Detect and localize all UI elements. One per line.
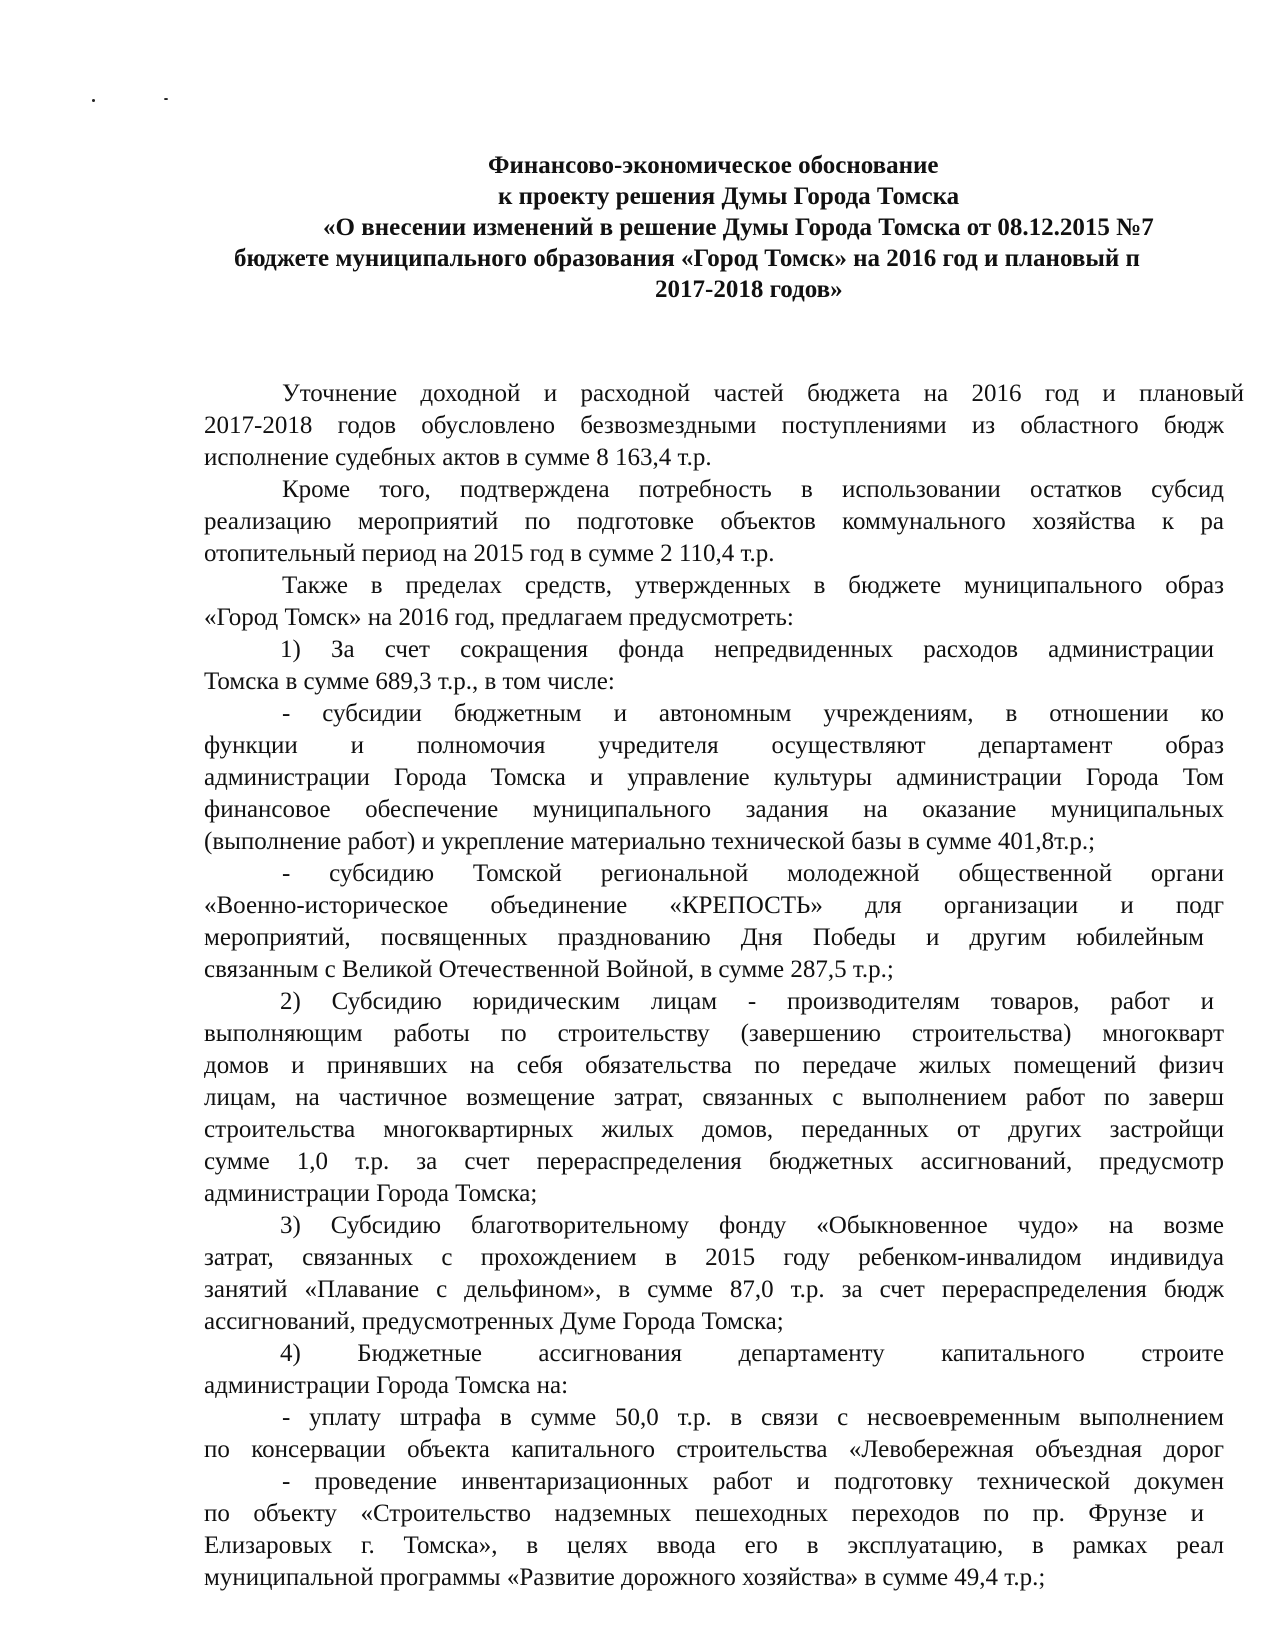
body-line: Уточнение доходной и расходной частей бюджета на 2016 год и плановый xyxy=(282,380,1244,407)
body-line: финансовое обеспечение муниципального задания на оказание муниципальных xyxy=(204,796,1224,823)
body-line: лицам, на частичное возмещение затрат, связанных с выполнением работ по заверш xyxy=(204,1084,1224,1111)
body-line: Кроме того, подтверждена потребность в использовании остатков субсид xyxy=(282,476,1224,503)
body-line: по консервации объекта капитального строительства «Левобережная объездная дорог xyxy=(204,1436,1224,1463)
heading-line: бюджете муниципального образования «Город Томск» на 2016 год и плановый п xyxy=(234,245,1140,272)
body-line: реализацию мероприятий по подготовке объектов коммунального хозяйства к ра xyxy=(204,508,1224,535)
scan-speck xyxy=(92,99,95,102)
body-line: по объекту «Строительство надземных пешеходных переходов по пр. Фрунзе и xyxy=(204,1500,1204,1527)
heading-line: 2017-2018 годов» xyxy=(655,276,843,303)
body-line: администрации Города Томска; xyxy=(204,1180,538,1207)
body-line: муниципальной программы «Развитие дорожного хозяйства» в сумме 49,4 т.р.; xyxy=(204,1564,1046,1591)
body-line: администрации Города Томска на: xyxy=(204,1372,569,1399)
heading-line: «О внесении изменений в решение Думы Города Томска от 08.12.2015 №7 xyxy=(323,214,1154,241)
body-line: ассигнований, предусмотренных Думе Города Томска; xyxy=(204,1308,784,1335)
scan-speck xyxy=(164,98,168,100)
body-line: выполняющим работы по строительству (завершению строительства) многокварт xyxy=(204,1020,1224,1047)
body-line: - субсидии бюджетным и автономным учреждениям, в отношении ко xyxy=(282,700,1224,727)
body-line: «Город Томск» на 2016 год, предлагаем предусмотреть: xyxy=(204,604,794,631)
body-line: 1) За счет сокращения фонда непредвиденных расходов администрации xyxy=(280,636,1214,663)
body-line: - уплату штрафа в сумме 50,0 т.р. в связи с несвоевременным выполнением xyxy=(282,1404,1224,1431)
body-line: строительства многоквартирных жилых домов, переданных от других застройщи xyxy=(204,1116,1224,1143)
body-line: Также в пределах средств, утвержденных в бюджете муниципального образ xyxy=(282,572,1224,599)
body-line: «Военно-историческое объединение «КРЕПОСТЬ» для организации и подг xyxy=(204,892,1224,919)
heading-line: Финансово-экономическое обоснование xyxy=(488,152,939,179)
heading-line: к проекту решения Думы Города Томска xyxy=(498,183,960,210)
body-line: отопительный период на 2015 год в сумме 2 110,4 т.р. xyxy=(204,540,775,567)
body-line: Елизаровых г. Томска», в целях ввода его в эксплуатацию, в рамках реал xyxy=(204,1532,1224,1559)
body-line: связанным с Великой Отечественной Войной, в сумме 287,5 т.р.; xyxy=(204,956,894,983)
body-line: сумме 1,0 т.р. за счет перераспределения бюджетных ассигнований, предусмотр xyxy=(204,1148,1224,1175)
body-line: мероприятий, посвященных празднованию Дня Победы и другим юбилейным xyxy=(204,924,1204,951)
body-line: - субсидию Томской региональной молодежной общественной органи xyxy=(282,860,1224,887)
body-line: 2017-2018 годов обусловлено безвозмездными поступлениями из областного бюдж xyxy=(204,412,1224,439)
body-line: затрат, связанных с прохождением в 2015 году ребенком-инвалидом индивидуа xyxy=(204,1244,1224,1271)
body-line: (выполнение работ) и укрепление материально технической базы в сумме 401,8т.р.; xyxy=(204,828,1096,855)
body-line: 3) Субсидию благотворительному фонду «Обыкновенное чудо» на возме xyxy=(280,1212,1224,1239)
body-line: 2) Субсидию юридическим лицам - производителям товаров, работ и xyxy=(280,988,1214,1015)
body-line: домов и принявших на себя обязательства по передаче жилых помещений физич xyxy=(204,1052,1224,1079)
body-line: администрации Города Томска и управление культуры администрации Города Том xyxy=(204,764,1224,791)
body-line: занятий «Плавание с дельфином», в сумме 87,0 т.р. за счет перераспределения бюдж xyxy=(204,1276,1224,1303)
body-line: функции и полномочия учредителя осуществляют департамент образ xyxy=(204,732,1224,759)
body-line: исполнение судебных актов в сумме 8 163,4 т.р. xyxy=(204,444,712,471)
body-line: Томска в сумме 689,3 т.р., в том числе: xyxy=(204,668,615,695)
body-line: 4) Бюджетные ассигнования департаменту капитального строите xyxy=(280,1340,1224,1367)
body-line: - проведение инвентаризационных работ и подготовку технической докумен xyxy=(282,1468,1224,1495)
